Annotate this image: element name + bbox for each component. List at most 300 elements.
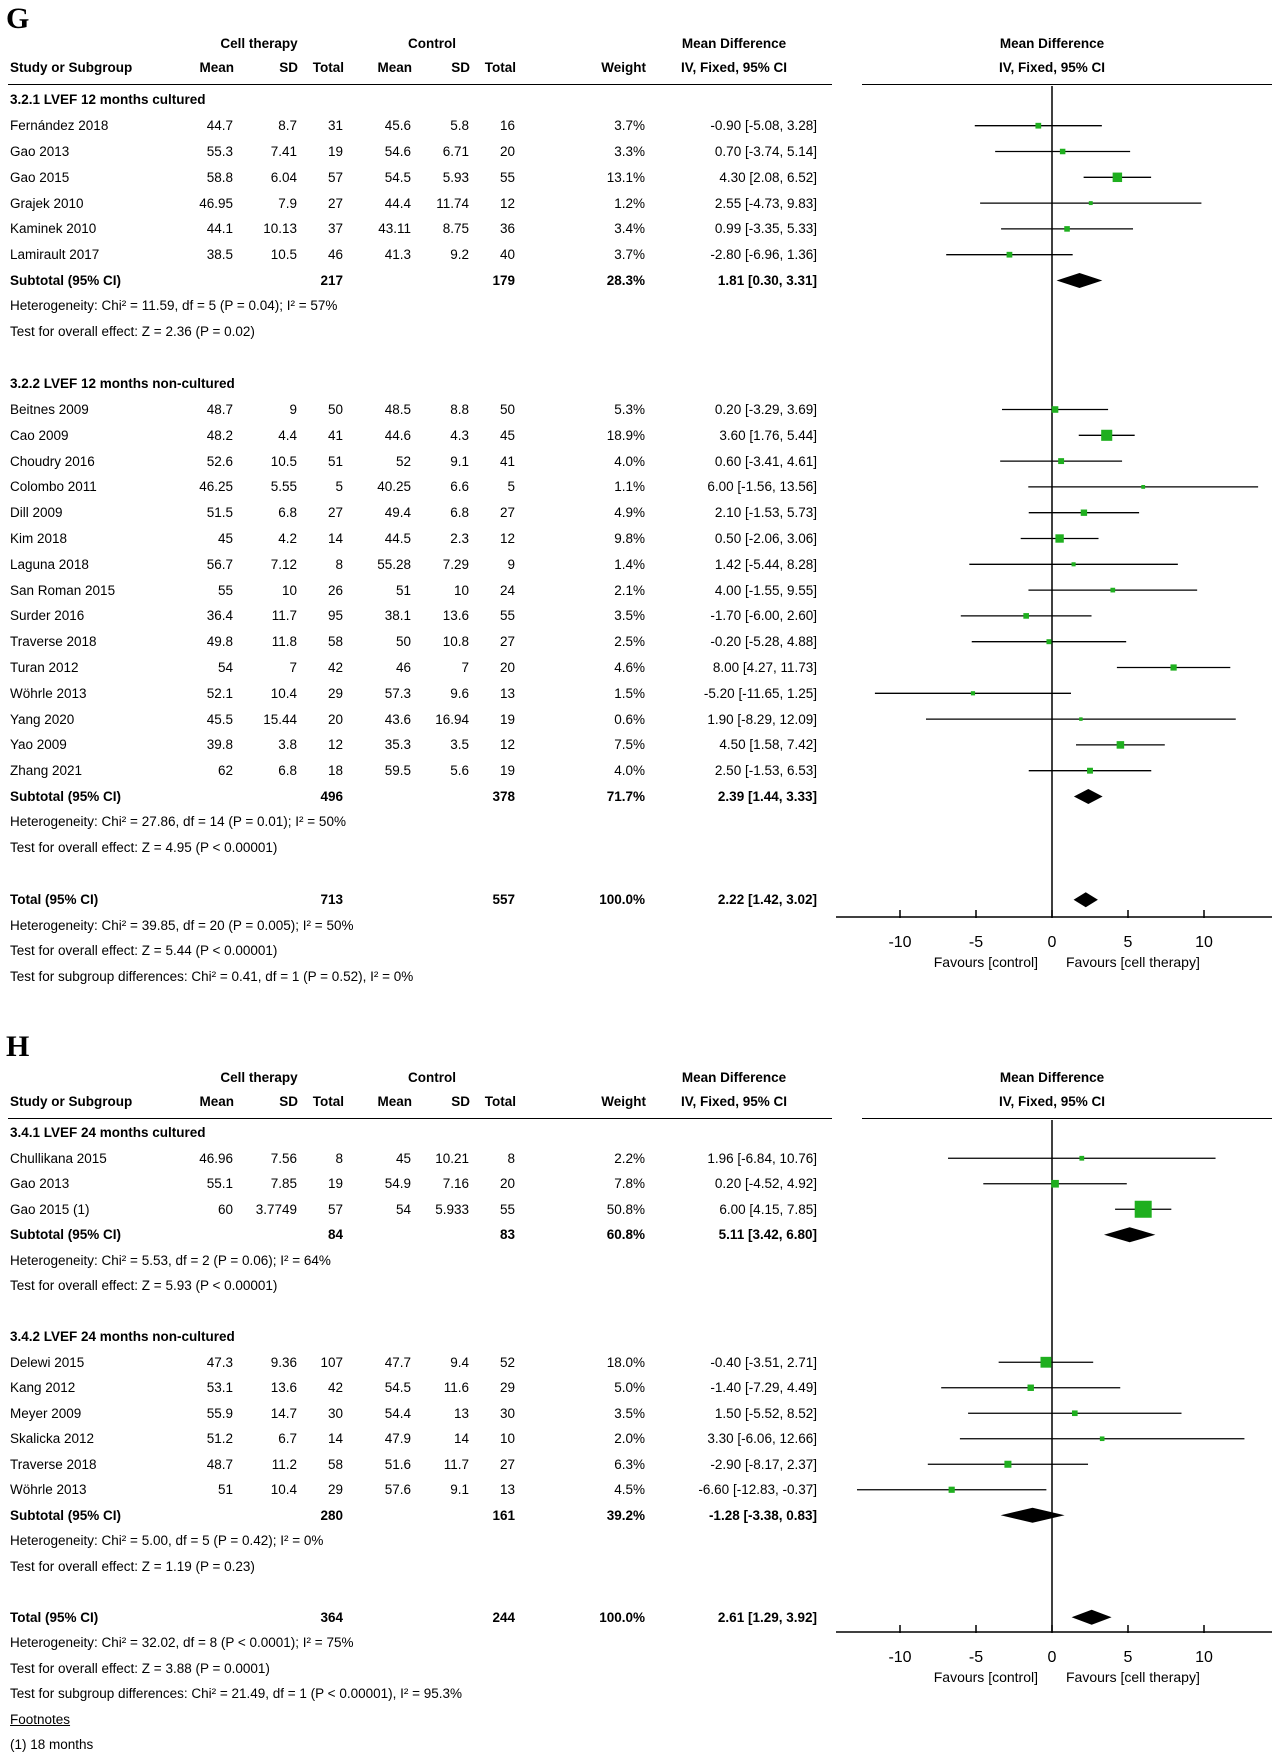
total1-cell: 29 [327, 1482, 343, 1498]
mean2-cell: 51.6 [384, 1456, 411, 1472]
mean2-cell: 43.11 [378, 221, 411, 237]
sd1-cell: 10.5 [270, 453, 297, 469]
sd2-cell: 6.6 [450, 479, 469, 495]
sd1-cell: 14.7 [270, 1405, 297, 1421]
effect-square [949, 1487, 955, 1493]
total1-cell: 37 [327, 221, 343, 237]
mean1-cell: 46.96 [199, 1150, 233, 1166]
sd2-cell: 6.71 [442, 143, 469, 159]
mean2-cell: 57.6 [384, 1482, 411, 1498]
total2-cell: 40 [499, 247, 515, 263]
total2-cell: 29 [499, 1380, 515, 1396]
ci-cell: 3.30 [-6.06, 12.66] [707, 1431, 817, 1447]
col-header-weight: Weight [601, 1094, 646, 1109]
weight-cell: 100.0% [599, 1609, 645, 1625]
sd2-cell: 9.1 [450, 453, 469, 469]
total2-cell: 45 [499, 427, 515, 443]
total2-cell: 16 [499, 118, 515, 134]
weight-cell: 2.2% [614, 1150, 645, 1166]
total1-cell: 46 [327, 247, 343, 263]
weight-cell: 3.7% [614, 247, 645, 263]
weight-cell: 100.0% [599, 892, 645, 908]
sd1-cell: 9 [289, 401, 297, 417]
sd1-cell: 10.5 [270, 247, 297, 263]
total1-cell: 42 [327, 1380, 343, 1396]
total1-cell: 713 [320, 892, 343, 908]
mean2-cell: 51 [395, 582, 411, 598]
effect-square [1004, 1461, 1011, 1468]
text-row: Test for overall effect: Z = 4.95 (P < 0.00001) [10, 840, 278, 856]
ci-cell: 0.20 [-4.52, 4.92] [714, 1176, 817, 1192]
mean1-cell: 36.4 [206, 608, 233, 624]
sd1-cell: 7.85 [270, 1176, 297, 1192]
total1-cell: 280 [320, 1507, 343, 1523]
weight-cell: 1.4% [614, 556, 645, 572]
study-name-cell: Kaminek 2010 [10, 221, 97, 237]
col-header-total1: Total [312, 1094, 344, 1109]
sd2-cell: 13.6 [442, 608, 469, 624]
total2-cell: 10 [499, 1431, 515, 1447]
weight-cell: 1.5% [614, 685, 645, 701]
weight-cell: 0.6% [614, 711, 645, 727]
mean1-cell: 52.6 [206, 453, 233, 469]
mean1-cell: 44.1 [206, 221, 233, 237]
total1-cell: 30 [327, 1405, 343, 1421]
total1-cell: 42 [327, 659, 343, 675]
sd1-cell: 6.7 [278, 1431, 297, 1447]
ci-cell: -2.90 [-8.17, 2.37] [710, 1456, 817, 1472]
text-row: Heterogeneity: Chi² = 39.85, df = 20 (P = 0.005); I² = 50% [10, 917, 354, 933]
effect-square [1110, 588, 1115, 593]
total1-cell: 58 [327, 1456, 343, 1472]
pooled-diamond [1072, 1610, 1112, 1625]
pooled-diamond [1074, 892, 1098, 907]
pooled-diamond [1104, 1227, 1155, 1242]
total2-cell: 378 [492, 788, 515, 804]
mean1-cell: 58.8 [206, 169, 233, 185]
total1-cell: 29 [327, 685, 343, 701]
total1-cell: 364 [320, 1609, 343, 1625]
col-header-mean2: Mean [377, 60, 412, 75]
favours-cell-therapy-label: Favours [cell therapy] [1066, 954, 1200, 970]
total1-cell: 50 [327, 401, 343, 417]
mean2-cell: 49.4 [384, 505, 411, 521]
total2-cell: 41 [499, 453, 515, 469]
ci-cell: -1.28 [-3.38, 0.83] [708, 1507, 817, 1523]
mean2-cell: 54.5 [384, 1380, 411, 1396]
effect-square [1055, 534, 1063, 542]
ci-cell: 2.39 [1.44, 3.33] [717, 788, 817, 804]
col-header-ci: IV, Fixed, 95% CI [680, 60, 788, 75]
group-header-control: Control [408, 36, 456, 51]
weight-cell: 6.3% [614, 1456, 645, 1472]
mean2-cell: 52 [395, 453, 411, 469]
total1-cell: 8 [335, 556, 343, 572]
sd1-cell: 4.4 [278, 427, 297, 443]
effect-square [1089, 201, 1093, 205]
mean1-cell: 48.7 [206, 401, 233, 417]
ci-cell: -6.60 [-12.83, -0.37] [698, 1482, 817, 1498]
effect-header: Mean Difference [681, 1070, 787, 1085]
mean1-cell: 51.5 [206, 505, 233, 521]
weight-cell: 3.3% [614, 143, 645, 159]
weight-cell: 28.3% [606, 272, 645, 288]
ci-cell: 0.50 [-2.06, 3.06] [714, 530, 817, 546]
weight-cell: 2.5% [614, 634, 645, 650]
plot-col-header-ci: IV, Fixed, 95% CI [998, 60, 1106, 75]
mean2-cell: 47.9 [384, 1431, 411, 1447]
study-name-cell: Beitnes 2009 [10, 401, 89, 417]
study-name-cell: Chullikana 2015 [10, 1150, 107, 1166]
total1-cell: 26 [327, 582, 343, 598]
mean2-cell: 54 [395, 1201, 411, 1217]
ci-cell: 4.50 [1.58, 7.42] [719, 737, 817, 753]
ci-cell: 8.00 [4.27, 11.73] [712, 659, 817, 675]
total1-cell: 217 [320, 272, 343, 288]
study-name-cell: Kim 2018 [10, 530, 68, 546]
weight-cell: 18.9% [606, 427, 645, 443]
study-name-cell: Traverse 2018 [10, 1456, 97, 1472]
total2-cell: 27 [499, 1456, 515, 1472]
effect-square [1079, 717, 1083, 721]
mean2-cell: 59.5 [384, 763, 411, 779]
col-header-mean1: Mean [199, 1094, 234, 1109]
weight-cell: 18.0% [606, 1354, 645, 1370]
total2-cell: 13 [499, 1482, 515, 1498]
study-name-cell: Total (95% CI) [10, 892, 99, 908]
ci-cell: 0.20 [-3.29, 3.69] [714, 401, 817, 417]
ci-cell: 2.50 [-1.53, 6.53] [714, 763, 817, 779]
mean1-cell: 38.5 [206, 247, 233, 263]
section-row: 3.4.2 LVEF 24 months non-cultured [10, 1329, 235, 1344]
sd2-cell: 10.8 [442, 634, 469, 650]
total1-cell: 57 [327, 169, 343, 185]
sd1-cell: 11.7 [271, 608, 297, 624]
group-header-control: Control [408, 1070, 456, 1085]
ci-cell: -5.20 [-11.65, 1.25] [703, 685, 817, 701]
ci-cell: 1.96 [-6.84, 10.76] [707, 1150, 817, 1166]
effect-square [1170, 664, 1176, 670]
study-name-cell: Yao 2009 [10, 737, 67, 753]
mean2-cell: 44.6 [384, 427, 411, 443]
weight-cell: 3.7% [614, 118, 645, 134]
study-name-cell: Lamirault 2017 [10, 247, 100, 263]
col-header-sd2: SD [451, 1094, 470, 1109]
total1-cell: 41 [327, 427, 343, 443]
tick-label: 10 [1195, 1649, 1213, 1666]
ci-cell: -0.40 [-3.51, 2.71] [710, 1354, 817, 1370]
mean2-cell: 48.5 [384, 401, 411, 417]
group-header-cell-therapy: Cell therapy [220, 1070, 298, 1085]
mean2-cell: 54.6 [384, 143, 411, 159]
col-header-study: Study or Subgroup [10, 60, 133, 75]
panel-label-g: G [6, 2, 30, 35]
weight-cell: 5.0% [614, 1380, 645, 1396]
study-name-cell: Dill 2009 [10, 505, 63, 521]
study-name-cell: Total (95% CI) [10, 1609, 99, 1625]
total2-cell: 20 [499, 659, 515, 675]
mean1-cell: 47.3 [206, 1354, 233, 1370]
ci-cell: 1.42 [-5.44, 8.28] [714, 556, 817, 572]
mean2-cell: 54.9 [384, 1176, 411, 1192]
sd1-cell: 7.12 [270, 556, 297, 572]
mean1-cell: 62 [217, 763, 233, 779]
study-name-cell: Zhang 2021 [10, 763, 83, 779]
sd2-cell: 9.6 [450, 685, 469, 701]
effect-square [1023, 613, 1029, 619]
mean1-cell: 45 [217, 530, 233, 546]
effect-square [1079, 1156, 1084, 1161]
col-header-sd1: SD [279, 60, 298, 75]
total1-cell: 8 [335, 1150, 343, 1166]
sd2-cell: 2.3 [450, 530, 469, 546]
weight-cell: 2.1% [614, 582, 645, 598]
mean1-cell: 55 [217, 582, 233, 598]
text-row: Heterogeneity: Chi² = 5.53, df = 2 (P = 0.06); I² = 64% [10, 1252, 331, 1268]
mean1-cell: 60 [217, 1201, 233, 1217]
sd1-cell: 11.8 [271, 634, 297, 650]
total2-cell: 27 [499, 634, 515, 650]
effect-square [1052, 406, 1059, 413]
study-name-cell: Turan 2012 [10, 659, 79, 675]
total1-cell: 57 [327, 1201, 343, 1217]
sd2-cell: 9.2 [450, 247, 469, 263]
study-name-cell: Meyer 2009 [10, 1405, 82, 1421]
ci-cell: -2.80 [-6.96, 1.36] [710, 247, 817, 263]
mean2-cell: 54.4 [384, 1405, 411, 1421]
effect-square [1087, 768, 1093, 774]
mean1-cell: 52.1 [206, 685, 233, 701]
tick-label: 0 [1047, 934, 1057, 951]
sd2-cell: 7 [461, 659, 469, 675]
weight-cell: 39.2% [606, 1507, 645, 1523]
text-row: Heterogeneity: Chi² = 27.86, df = 14 (P = 0.01); I² = 50% [10, 814, 346, 830]
sd2-cell: 14 [453, 1431, 469, 1447]
pooled-diamond [1001, 1508, 1065, 1523]
effect-header: Mean Difference [681, 36, 787, 51]
total2-cell: 9 [507, 556, 515, 572]
col-header-mean1: Mean [199, 60, 234, 75]
total2-cell: 19 [499, 763, 515, 779]
total2-cell: 30 [499, 1405, 515, 1421]
sd2-cell: 10 [453, 582, 469, 598]
total1-cell: 20 [327, 711, 343, 727]
weight-cell: 7.8% [614, 1176, 645, 1192]
ci-cell: 0.60 [-3.41, 4.61] [714, 453, 817, 469]
study-name-cell: Laguna 2018 [10, 556, 89, 572]
col-header-total2: Total [484, 60, 516, 75]
col-header-weight: Weight [601, 60, 646, 75]
effect-square [971, 691, 975, 695]
sd2-cell: 5.8 [450, 118, 469, 134]
ci-cell: -1.40 [-7.29, 4.49] [710, 1380, 817, 1396]
section-row: 3.2.2 LVEF 12 months non-cultured [10, 375, 235, 391]
study-name-cell: Kang 2012 [10, 1380, 76, 1396]
effect-square [1041, 1357, 1052, 1368]
sd1-cell: 13.6 [270, 1380, 297, 1396]
sd2-cell: 13 [453, 1405, 469, 1421]
ci-cell: 0.70 [-3.74, 5.14] [714, 143, 817, 159]
mean2-cell: 38.1 [384, 608, 411, 624]
col-header-sd1: SD [279, 1094, 298, 1109]
study-name-cell: Delewi 2015 [10, 1354, 85, 1370]
sd1-cell: 10.4 [270, 1482, 297, 1498]
text-row: Test for overall effect: Z = 5.44 (P < 0.00001) [10, 943, 278, 959]
effect-square [1072, 1410, 1078, 1416]
mean2-cell: 57.3 [384, 685, 411, 701]
total1-cell: 58 [327, 634, 343, 650]
weight-cell: 5.3% [614, 401, 645, 417]
total2-cell: 52 [499, 1354, 515, 1370]
weight-cell: 4.0% [614, 453, 645, 469]
total1-cell: 84 [327, 1227, 343, 1243]
study-name-cell: Colombo 2011 [10, 479, 97, 495]
sd2-cell: 10.21 [435, 1150, 469, 1166]
total1-cell: 18 [327, 763, 343, 779]
sd2-cell: 9.1 [450, 1482, 469, 1498]
sd2-cell: 8.8 [450, 401, 469, 417]
effect-square [1060, 149, 1065, 154]
study-name-cell: Choudry 2016 [10, 453, 95, 469]
mean1-cell: 51 [217, 1482, 233, 1498]
text-row: (1) 18 months [10, 1737, 94, 1752]
weight-cell: 4.9% [614, 505, 645, 521]
ci-cell: 6.00 [4.15, 7.85] [719, 1201, 817, 1217]
plot-effect-header: Mean Difference [999, 1070, 1105, 1085]
sd1-cell: 7.56 [270, 1150, 297, 1166]
mean2-cell: 40.25 [377, 479, 411, 495]
effect-square [1028, 1385, 1034, 1391]
mean2-cell: 44.5 [384, 530, 411, 546]
sd1-cell: 7.41 [270, 143, 297, 159]
col-header-mean2: Mean [377, 1094, 412, 1109]
total1-cell: 107 [320, 1354, 343, 1370]
text-row: Heterogeneity: Chi² = 11.59, df = 5 (P = 0.04); I² = 57% [10, 298, 338, 314]
text-row: Test for subgroup differences: Chi² = 0.41, df = 1 (P = 0.52), I² = 0% [10, 969, 414, 985]
study-name-cell: Grajek 2010 [10, 195, 84, 211]
mean1-cell: 56.7 [206, 556, 233, 572]
favours-control-label: Favours [control] [933, 954, 1038, 970]
total1-cell: 27 [327, 505, 343, 521]
mean1-cell: 53.1 [206, 1380, 233, 1396]
weight-cell: 7.5% [614, 737, 645, 753]
col-header-ci: IV, Fixed, 95% CI [680, 1094, 788, 1109]
effect-square [1064, 226, 1070, 232]
sd2-cell: 7.16 [442, 1176, 469, 1192]
total2-cell: 19 [499, 711, 515, 727]
study-name-cell: Wöhrle 2013 [10, 685, 87, 701]
total1-cell: 12 [327, 737, 343, 753]
sd1-cell: 3.7749 [255, 1201, 297, 1217]
col-header-total2: Total [484, 1094, 516, 1109]
mean2-cell: 45 [395, 1150, 411, 1166]
sd1-cell: 6.8 [278, 505, 297, 521]
tick-label: 10 [1195, 934, 1213, 951]
sd2-cell: 11.6 [443, 1380, 469, 1396]
col-header-total1: Total [312, 60, 344, 75]
ci-cell: 1.90 [-8.29, 12.09] [707, 711, 817, 727]
mean2-cell: 44.4 [384, 195, 411, 211]
total2-cell: 55 [499, 1201, 515, 1217]
ci-cell: 3.60 [1.76, 5.44] [719, 427, 817, 443]
effect-square [1051, 1180, 1059, 1188]
text-row: Heterogeneity: Chi² = 5.00, df = 5 (P = 0.42); I² = 0% [10, 1533, 324, 1548]
study-name-cell: Subtotal (95% CI) [10, 1227, 122, 1243]
effect-square [1035, 123, 1041, 129]
mean1-cell: 48.2 [206, 427, 233, 443]
plot-col-header-ci: IV, Fixed, 95% CI [998, 1094, 1106, 1109]
ci-cell: 1.81 [0.30, 3.31] [717, 272, 817, 288]
weight-cell: 4.5% [614, 1482, 645, 1498]
study-name-cell: Gao 2013 [10, 1176, 70, 1192]
sd2-cell: 16.94 [435, 711, 469, 727]
sd1-cell: 3.8 [278, 737, 297, 753]
mean1-cell: 46.25 [199, 479, 233, 495]
effect-square [1072, 562, 1076, 566]
weight-cell: 2.0% [614, 1431, 645, 1447]
sd1-cell: 9.36 [270, 1354, 297, 1370]
sd1-cell: 4.2 [278, 530, 297, 546]
total2-cell: 557 [492, 892, 515, 908]
ci-cell: -0.20 [-5.28, 4.88] [710, 634, 817, 650]
mean1-cell: 49.8 [206, 634, 233, 650]
sd1-cell: 10.4 [270, 685, 297, 701]
tick-label: -10 [888, 1649, 912, 1666]
weight-cell: 1.1% [614, 479, 645, 495]
study-name-cell: Cao 2009 [10, 427, 69, 443]
total2-cell: 83 [499, 1227, 515, 1243]
mean1-cell: 45.5 [206, 711, 233, 727]
total2-cell: 12 [499, 195, 515, 211]
weight-cell: 3.5% [614, 608, 645, 624]
total1-cell: 19 [327, 1176, 343, 1192]
total1-cell: 496 [320, 788, 343, 804]
total2-cell: 50 [499, 401, 515, 417]
ci-cell: 2.10 [-1.53, 5.73] [714, 505, 817, 521]
sd2-cell: 5.93 [442, 169, 469, 185]
study-name-cell: Wöhrle 2013 [10, 1482, 87, 1498]
study-name-cell: Yang 2020 [10, 711, 75, 727]
section-row: 3.2.1 LVEF 12 months cultured [10, 92, 206, 107]
total2-cell: 36 [499, 221, 515, 237]
total2-cell: 13 [499, 685, 515, 701]
sd2-cell: 11.74 [436, 195, 469, 211]
section-row: 3.4.1 LVEF 24 months cultured [10, 1125, 206, 1140]
mean2-cell: 47.7 [384, 1354, 411, 1370]
sd2-cell: 8.75 [442, 221, 469, 237]
study-name-cell: Subtotal (95% CI) [10, 788, 122, 804]
panel-label-h: H [6, 1030, 30, 1063]
effect-square [1007, 252, 1013, 258]
effect-square [1135, 1201, 1152, 1218]
weight-cell: 4.0% [614, 763, 645, 779]
total2-cell: 55 [499, 169, 515, 185]
mean2-cell: 54.5 [384, 169, 411, 185]
sd2-cell: 6.8 [450, 505, 469, 521]
total2-cell: 55 [499, 608, 515, 624]
mean1-cell: 55.9 [206, 1405, 233, 1421]
col-header-study: Study or Subgroup [10, 1094, 133, 1109]
pooled-diamond [1057, 273, 1103, 288]
text-row: Test for overall effect: Z = 2.36 (P = 0.02) [10, 324, 255, 340]
study-name-cell: Subtotal (95% CI) [10, 272, 122, 288]
sd1-cell: 15.44 [263, 711, 297, 727]
sd2-cell: 11.7 [443, 1456, 469, 1472]
weight-cell: 50.8% [606, 1201, 645, 1217]
weight-cell: 3.5% [614, 1405, 645, 1421]
mean2-cell: 55.28 [377, 556, 411, 572]
favours-cell-therapy-label: Favours [cell therapy] [1066, 1669, 1200, 1685]
